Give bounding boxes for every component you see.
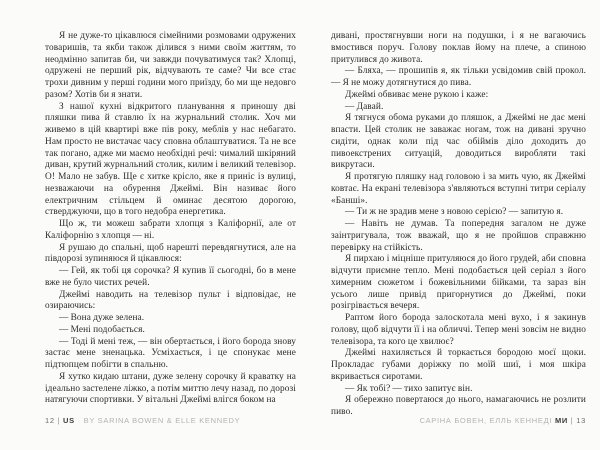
paragraph: Я не дуже-то цікавлюся сімейними розмовами одружених товаришів, та якби також ділився з ними своїм життям, то неодмінно запитав би, чи завжди почуватимуся так? Хлопці, одружені не перший рік, відчувають те саме? Чи все стає трохи дивним у перші години мого приїзду, бо ми ще недовго разом? Хотів би я знати. bbox=[45, 31, 296, 100]
footer-separator: | bbox=[57, 416, 61, 425]
right-page-number: 13 bbox=[576, 416, 586, 425]
paragraph: — Бляха, — прошипів я, як тільки усвідомив свій прокол. — Я не можу дотягнутися до пива. bbox=[331, 66, 586, 88]
paragraph: — Як тобі? — тихо запитує він. bbox=[345, 383, 473, 394]
paragraph: — Давай. bbox=[345, 101, 384, 112]
book-title-ua: МИ bbox=[554, 416, 568, 425]
paragraph: — Тоді й мені теж, — він обертається, і його борода знову застає мене зненацька. Усміхається, і це спонукає мене підтюпцем побігти в спальню. bbox=[45, 336, 296, 370]
right-page-footer bbox=[420, 416, 586, 425]
left-page-number: 12 bbox=[45, 416, 55, 425]
paragraph: Я обережно повертаюся до нього, намагаючись не розлити пиво. bbox=[331, 395, 586, 417]
footer-separator: | bbox=[570, 416, 574, 425]
paragraph: — Ти ж не зрадив мене з новою серією? — запитую я. bbox=[345, 207, 564, 218]
paragraph: Що ж, ти можеш забрати хлопця з Каліфорнії, але от Каліфорнію з хлопця — ні. bbox=[45, 219, 296, 241]
left-page-footer bbox=[45, 416, 240, 425]
paragraph: — Вона дуже зелена. bbox=[59, 313, 145, 323]
paragraph: дивані, простягнувши ноги на подушки, і я не вагаючись вмостився поруч. Голову поклав йому на плече, а спиною притулився до живота. bbox=[331, 31, 586, 65]
paragraph: Я пирхаю і міцніше притуляюся до його грудей, аби сповна відчути приємне тепло. Мені подобається цей серіал з його химерним сюжетом і божевільними бійками, та зараз він усього лише привід пригорнутися до Джеймі, поки розігрівається вечеря. bbox=[331, 254, 586, 312]
paragraph: Джеймі обвиває мене рукою і каже: bbox=[345, 89, 489, 100]
paragraph: — Мені подобається. bbox=[59, 324, 145, 335]
paragraph: — Навіть не думав. Та попередня загалом не дуже заінтригувала, тож вважай, що я не пройшов справжню перевірку на стійкість. bbox=[331, 219, 586, 253]
paragraph: Я рушаю до спальні, щоб нарешті перевдягнутися, але на півдорозі зупиняюся й цікавлюся: bbox=[45, 242, 296, 265]
paragraph: Я тягнуся обома руками до пляшок, а Джеймі не дає мені впасти. Цей столик не заважає ногам, тож на дивані зручно сидіти, однак коли під час обіймів діло доходить до пивоекстрених ситуацій, доводиться виробляти такі викрутаси. bbox=[331, 113, 586, 171]
paragraph: — Гей, як тобі ця сорочка? Я купив її сьогодні, бо в мене вже не було чистих речей. bbox=[45, 266, 296, 288]
paragraph: З нашої кухні відкритого планування я приношу дві пляшки пива й ставлю їх на журнальний столик. Хоч ми живемо в цій квартирі вже пів року, меблів у нас небагато. Нам просто не вистачає часу сповна облаштуватися. Та не все так погано, адже ми маємо необхідні речі: чималий шкіряний диван, крутий журнальний столик, килим і великий телевізор. О! Мало не забув. Ще є хитке крісло, яке я приніс із вулиці, незважаючи на обурення Джеймі. Він називає його електричним стільцем й оминає десятою дорогою, стверджуючи, що в того недобра енергетика. bbox=[45, 101, 296, 218]
paragraph: Джеймі нахиляється й торкається бородою моєї щоки. Прокладає губами доріжку по моїй шиї, і моя шкіра вкривається сиротами. bbox=[331, 348, 586, 382]
right-page bbox=[300, 0, 600, 450]
book-title-en: US bbox=[63, 416, 75, 425]
paragraph: Я протягую пляшку над головою і за мить чую, як Джеймі ковтає. На екрані телевізора з'являються вступні титри серіалу «Банші». bbox=[331, 172, 586, 206]
paragraph: Я хутко кидаю штани, дуже зелену сорочку й краватку на ідеально застелене ліжко, а потім миттю лечу назад, по дорозі натягуючи спортивки. У вітальні Джеймі влігся боком на bbox=[45, 371, 296, 406]
paragraph: Раптом його борода залоскотала мені вухо, і я закинув голову, щоб відчути її і на обличчі. Тепер мені зовсім не видно телевізора, та кого це хвилює? bbox=[331, 313, 586, 347]
paragraph: Джеймі наводить на телевізор пульт і відповідає, не озираючись: bbox=[45, 289, 296, 312]
right-page-text bbox=[331, 31, 586, 419]
footer-divider-dot: · bbox=[77, 416, 81, 425]
authors-ua: САРІНА БОВЕН, ЕЛЛЬ КЕННЕДІ bbox=[419, 416, 553, 425]
authors-en: BY SARINA BOWEN & ELLE KENNEDY bbox=[83, 416, 241, 425]
left-page-text bbox=[45, 31, 296, 407]
